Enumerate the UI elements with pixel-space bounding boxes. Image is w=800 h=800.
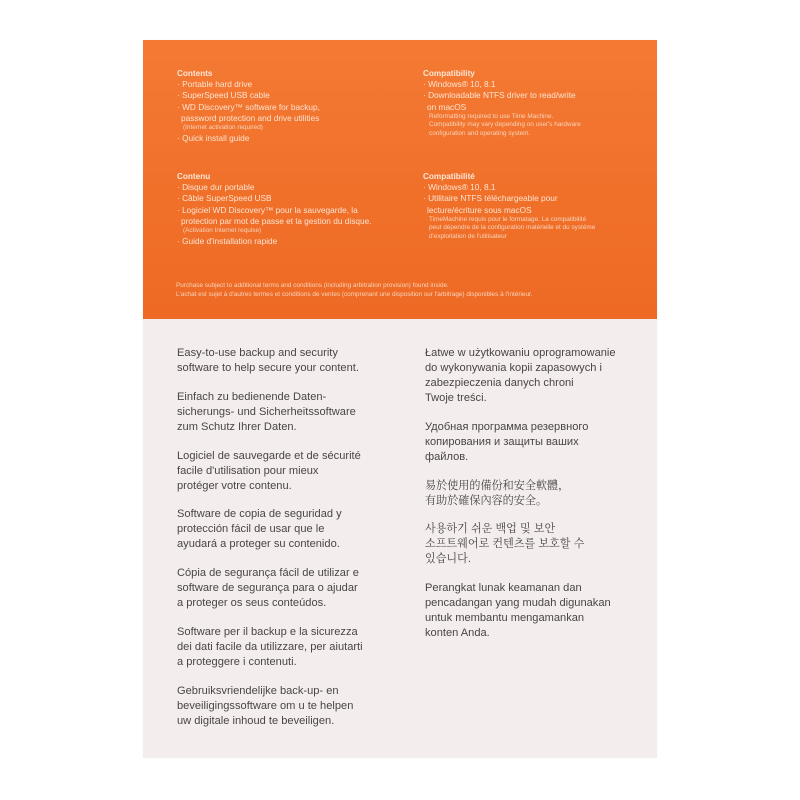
description-line: protéger votre contenu. — [177, 479, 292, 492]
description-line: software to help secure your content. — [177, 362, 359, 374]
description-line: facile d'utilisation pour mieux — [177, 464, 319, 477]
contents-en-item: (Internet activation required) — [183, 124, 263, 132]
description-line: dei dati facile da utilizzare, per aiutarti — [177, 640, 363, 653]
compat-fr-item: · Utilitaire NTFS téléchargeable pour — [423, 193, 558, 204]
description-paragraph — [177, 566, 387, 611]
description-paragraph — [177, 684, 387, 729]
legal-notice — [176, 281, 636, 299]
description-line: Perangkat lunak keamanan dan — [425, 582, 582, 595]
description-line: zum Schutz Ihrer Daten. — [177, 420, 297, 433]
description-paragraph — [425, 479, 635, 509]
compat-fr-item: TimeMachine requis pour le formatage. La compatibilité — [429, 215, 587, 223]
description-line: Software de copia de seguridad y — [177, 508, 342, 521]
legal-notice-en: Purchase subject to additional terms and conditions (including arbitration provision) found inside. — [176, 282, 449, 289]
descriptions-left-column — [177, 346, 387, 743]
compatibility-section-fr — [423, 172, 595, 242]
description-line: Software per il backup e la sicurezza — [177, 625, 358, 638]
description-line: Łatwe w użytkowaniu oprogramowanie — [425, 347, 616, 359]
description-line: Einfach zu bedienende Daten- — [177, 390, 327, 403]
description-line: Удобная программа резервного — [425, 420, 589, 433]
description-line: a proteger os seus conteúdos. — [177, 597, 327, 610]
description-line: Logiciel de sauvegarde et de sécurité — [177, 449, 361, 462]
contents-en-item: · SuperSpeed USB cable — [177, 90, 270, 101]
description-paragraph — [177, 625, 387, 670]
description-paragraph — [177, 507, 387, 552]
contents-en-item: password protection and drive utilities — [181, 112, 320, 123]
compatibility-heading-en: Compatibility — [423, 69, 475, 78]
compat-fr-item: · Windows® 10, 8.1 — [423, 182, 496, 192]
contents-section-fr — [177, 172, 372, 247]
compat-fr-item: d'exploitation de l'utilisateur — [429, 233, 507, 241]
compatibility-heading-fr: Compatibilité — [423, 172, 475, 181]
description-paragraph — [425, 346, 635, 406]
description-line: файлов. — [425, 450, 469, 463]
contents-en-item: · WD Discovery™ software for backup, — [177, 101, 320, 112]
description-line: uw digitale inhoud te beveiligen. — [177, 714, 335, 727]
description-line: protección fácil de usar que le — [177, 523, 325, 536]
description-line: do wykonywania kopii zapasowych i — [425, 362, 602, 374]
compat-en-item: · Downloadable NTFS driver to read/write — [423, 90, 576, 101]
description-line: 소프트웨어로 컨텐츠를 보호할 수 — [425, 538, 585, 551]
contents-heading-fr: Contenu — [177, 172, 211, 181]
description-line: копирования и защиты ваших — [425, 435, 579, 448]
compat-fr-item: lecture/écriture sous macOS — [427, 204, 532, 215]
description-paragraph — [177, 449, 387, 494]
description-line: untuk membantu mengamankan — [425, 612, 585, 625]
compat-en-item: Compatibility may vary depending on user's hardware — [429, 121, 581, 129]
description-line: Twoje treści. — [425, 392, 487, 404]
description-line: konten Anda. — [425, 627, 490, 640]
description-line: Gebruiksvriendelijke back-up- en — [177, 684, 339, 697]
contents-fr-item: · Guide d'installation rapide — [177, 235, 278, 246]
description-paragraph — [425, 420, 635, 465]
contents-fr-item: · Logiciel WD Discovery™ pour la sauvegarde, la — [177, 204, 358, 215]
contents-fr-item: protection par mot de passe et la gestion du disque. — [181, 215, 372, 226]
description-line: sicherungs- und Sicherheitssoftware — [177, 405, 356, 418]
description-paragraph — [177, 346, 387, 376]
description-line: beveiligingssoftware om u te helpen — [177, 699, 354, 712]
description-line: 있습니다. — [425, 553, 471, 566]
description-line: pencadangan yang mudah digunakan — [425, 597, 611, 610]
package-back-panel — [143, 40, 657, 758]
orange-specs-panel — [143, 40, 657, 319]
description-line: a proteggere i contenuti. — [177, 655, 297, 668]
descriptions-right-column — [425, 346, 635, 655]
description-line: zabezpieczenia danych chroni — [425, 377, 574, 389]
compat-en-item: on macOS — [427, 101, 467, 112]
legal-notice-fr: L'achat est sujet à d'autres termes et conditions de ventes (comprenant une disposition sur l'arbitrage) disponibles à l'intérieur. — [176, 291, 533, 299]
contents-heading-en: Contents — [177, 69, 213, 78]
description-paragraph — [425, 581, 635, 641]
compat-fr-item: peut dépendre de la configuration matérielle et du système — [429, 224, 596, 232]
compatibility-section-en — [423, 69, 581, 139]
contents-en-item: · Quick install guide — [177, 132, 250, 143]
contents-section-en — [177, 69, 320, 144]
contents-fr-item: · Câble SuperSpeed USB — [177, 193, 272, 204]
description-paragraph — [425, 522, 635, 567]
compat-en-item: configuration and operating system. — [429, 130, 531, 138]
description-line: 사용하기 쉬운 백업 및 보안 — [425, 523, 556, 536]
compat-en-item: Reformatting required to use Time Machine. — [429, 112, 554, 120]
contents-fr-item: · Disque dur portable — [177, 182, 255, 192]
description-line: 易於使用的備份和安全軟體， — [425, 479, 570, 492]
description-line: ayudará a proteger su contenido. — [177, 538, 340, 551]
description-line: Cópia de segurança fácil de utilizar e — [177, 567, 359, 580]
description-paragraph — [177, 390, 387, 435]
contents-en-item: · Portable hard drive — [177, 79, 253, 89]
contents-fr-item: (Activation Internet requise) — [183, 227, 262, 235]
description-line: Easy-to-use backup and security — [177, 347, 338, 359]
compat-en-item: · Windows® 10, 8.1 — [423, 79, 496, 89]
description-line: software de segurança para o ajudar — [177, 582, 358, 595]
description-line: 有助於確保內容的安全。 — [425, 494, 548, 507]
